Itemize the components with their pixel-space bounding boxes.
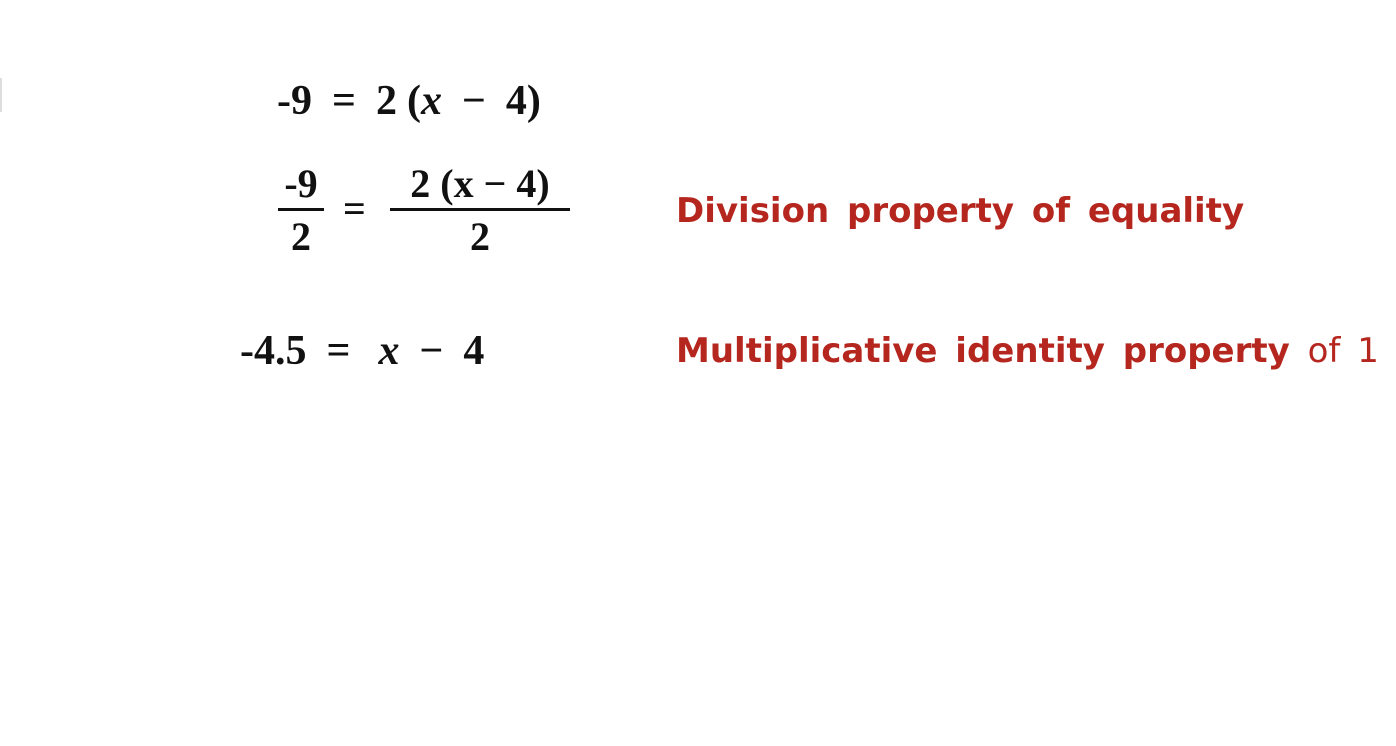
equation-line-1 <box>277 80 541 122</box>
eq2-right-numerator: 2 (x − 4) <box>410 161 550 206</box>
eq2-left-numerator: -9 <box>284 161 318 206</box>
eq2-equals: = <box>343 186 366 231</box>
eq2-right-fraction <box>390 161 570 259</box>
eq1-coef: 2 <box>375 78 397 124</box>
label-multiplicative-identity <box>676 331 1379 371</box>
eq3-minus: − <box>419 328 444 374</box>
eq2-right-denominator: 2 <box>470 214 490 259</box>
label-division-property: Division property of equality <box>676 191 1245 231</box>
eq3-const: 4 <box>463 328 485 374</box>
eq1-const: 4 <box>505 78 527 124</box>
eq3-left: -4.5 <box>240 328 307 374</box>
eq3-var: x <box>378 328 400 374</box>
eq3-equals: = <box>326 328 351 374</box>
eq1-minus: − <box>461 78 486 124</box>
eq1-close-paren: ) <box>526 78 541 124</box>
eq2-left-fraction-bar <box>278 208 324 211</box>
eq1-open-paren: ( <box>406 78 421 124</box>
eq2-right-fraction-bar <box>390 208 570 211</box>
label-2-tail: of 1 <box>1307 331 1379 371</box>
label-2-main: Multiplicative identity property <box>676 331 1290 371</box>
eq1-left: -9 <box>277 78 312 124</box>
edge-mark <box>0 78 2 112</box>
equation-line-3 <box>240 330 484 372</box>
eq2-left-denominator: 2 <box>291 214 311 259</box>
eq2-left-fraction <box>278 161 324 259</box>
eq1-var: x <box>420 78 442 124</box>
eq1-equals: = <box>332 78 356 124</box>
